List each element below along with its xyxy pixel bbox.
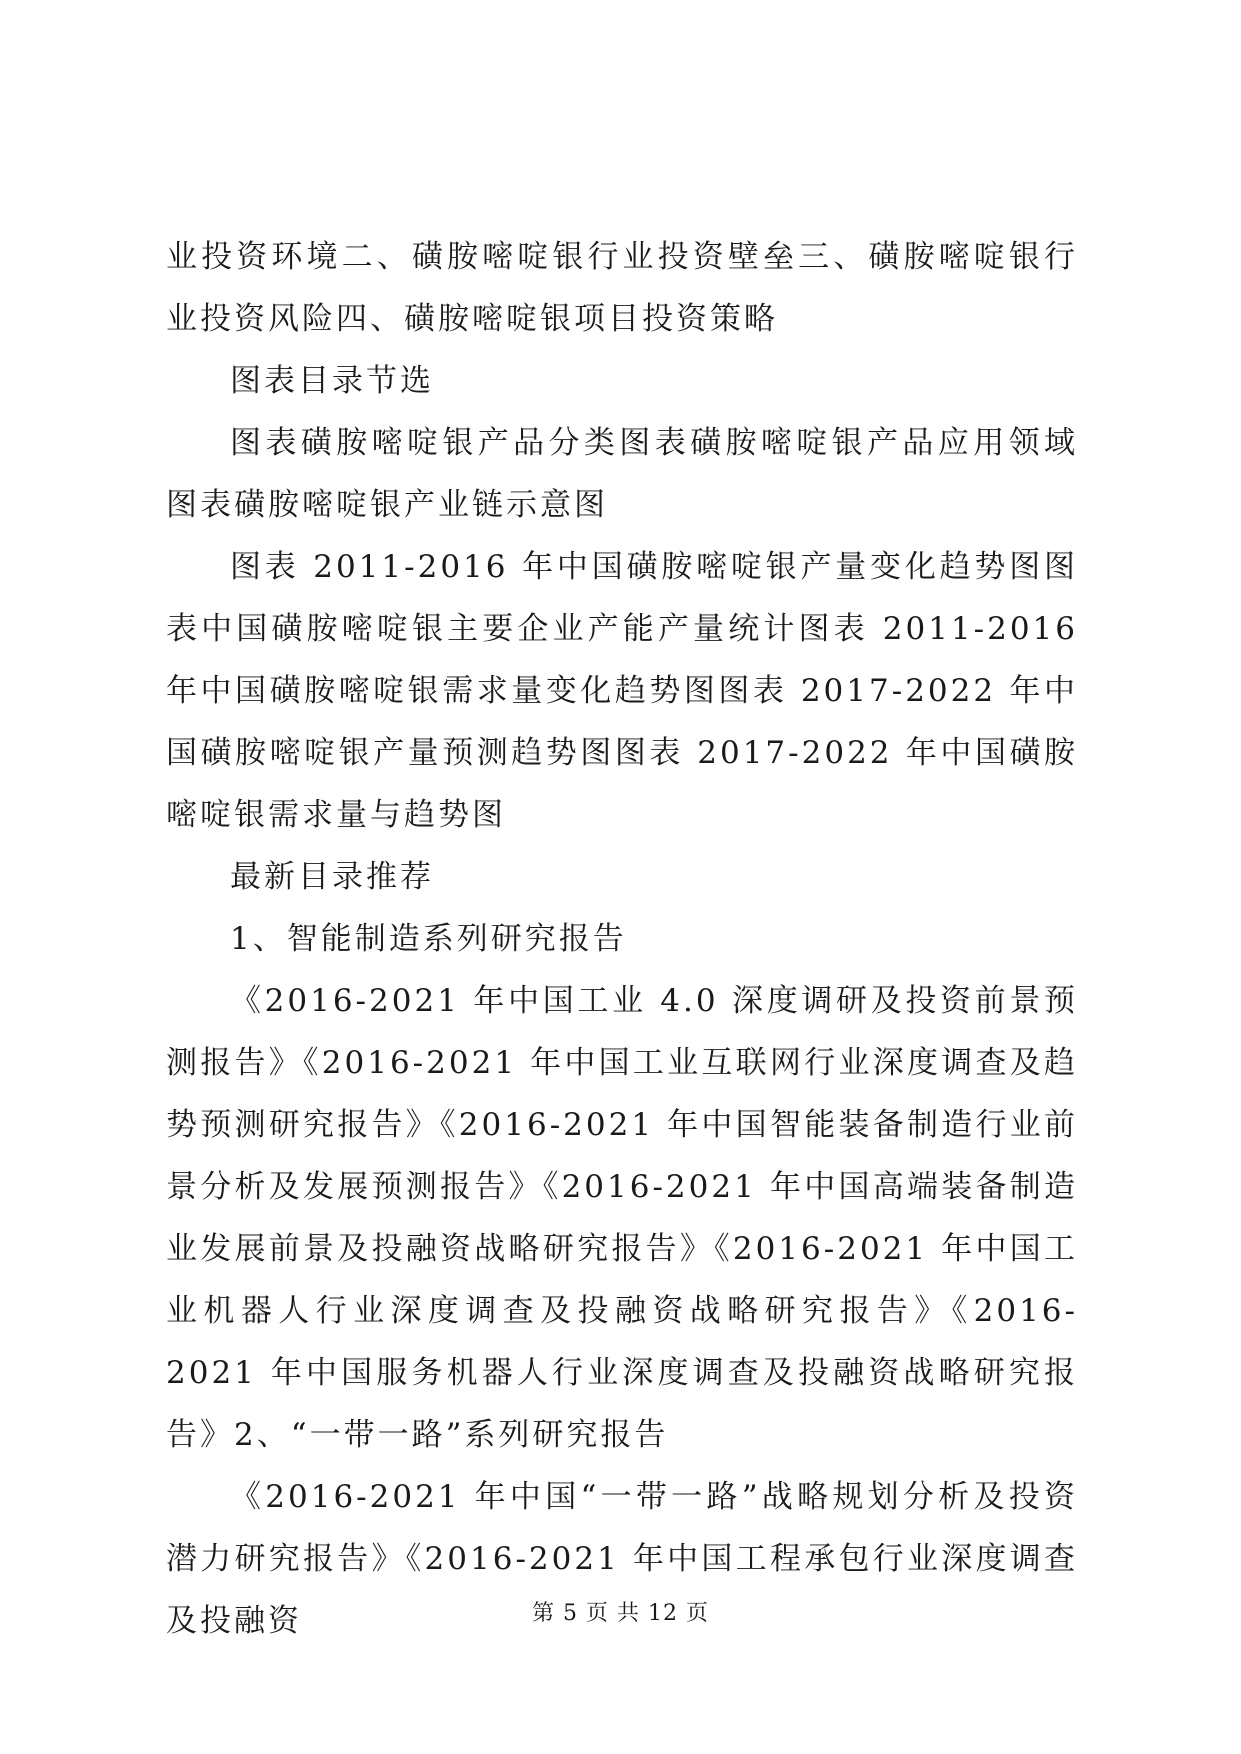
document-body [166,226,1078,1652]
paragraph-chart-list-1: 图表磺胺嘧啶银产品分类图表磺胺嘧啶银产品应用领域图表磺胺嘧啶银产业链示意图 [166,425,1078,523]
heading-latest-catalog: 最新目录推荐 [230,859,434,895]
paragraph-belt-road-reports: 《2016-2021 年中国“一带一路”战略规划分析及投资潜力研究报告》《2016-2021 年中国工程承包行业深度调查及投融资 [166,1479,1078,1639]
paragraph-investment-topics: 业投资环境二、磺胺嘧啶银行业投资壁垒三、磺胺嘧啶银行业投资风险四、磺胺嘧啶银项目投资策略 [166,239,1078,337]
heading-chart-catalog: 图表目录节选 [230,363,434,399]
page-footer: 第 5 页 共 12 页 [532,1601,709,1626]
paragraph-smart-manufacturing-reports: 《2016-2021 年中国工业 4.0 深度调研及投资前景预测报告》《2016-2021 年中国工业互联网行业深度调查及趋势预测研究报告》《2016-2021 年中国智能装备制造行业前景分析及发展预测报告》《2016-2021 年中国高端装备制造业发展前景及投融资战略研究报告》《2016-2021 年中国工业机器人行业深度调查及投融资战略研究报告》《2016-2021 年中国服务机器人行业深度调查及投融资战略研究报告》2、“一带一路”系列研究报告 [166,983,1078,1453]
heading-smart-manufacturing: 1、智能制造系列研究报告 [230,921,627,957]
paragraph-chart-list-2: 图表 2011-2016 年中国磺胺嘧啶银产量变化趋势图图表中国磺胺嘧啶银主要企业产能产量统计图表 2011-2016 年中国磺胺嘧啶银需求量变化趋势图图表 2017-2022 年中国磺胺嘧啶银产量预测趋势图图表 2017-2022 年中国磺胺嘧啶银需求量与趋势图 [166,549,1078,833]
